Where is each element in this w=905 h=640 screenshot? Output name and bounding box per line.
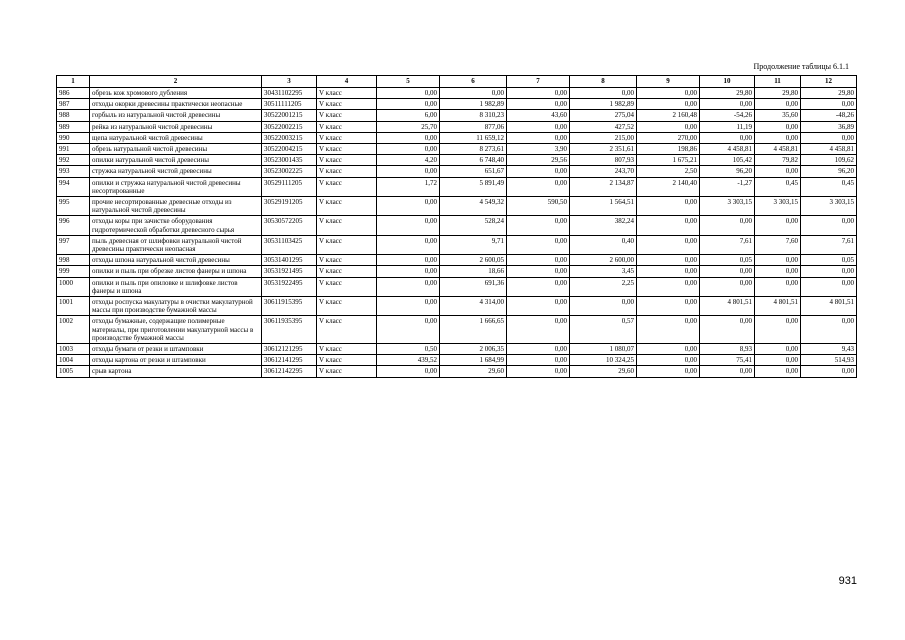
table-cell: 0,00 bbox=[507, 266, 570, 277]
table-cell: 0,00 bbox=[377, 197, 440, 216]
table-cell: 0,00 bbox=[801, 316, 857, 344]
table-cell: 0,00 bbox=[507, 99, 570, 110]
table-row bbox=[57, 297, 857, 316]
table-cell: 9,43 bbox=[801, 344, 857, 355]
table-cell: 30611935395 bbox=[262, 316, 317, 344]
table-cell: V класс bbox=[317, 266, 377, 277]
table-cell: 996 bbox=[57, 216, 90, 235]
table-cell: 3 303,15 bbox=[700, 197, 755, 216]
table-cell: 1005 bbox=[57, 366, 90, 377]
table-cell: 4 314,00 bbox=[440, 297, 507, 316]
table-cell: 0,00 bbox=[801, 366, 857, 377]
table-cell: 29,60 bbox=[570, 366, 637, 377]
table-row bbox=[57, 355, 857, 366]
table-cell: 0,00 bbox=[637, 88, 700, 99]
table-cell: 989 bbox=[57, 121, 90, 132]
table-cell: -1,27 bbox=[700, 177, 755, 196]
table-cell: 6,00 bbox=[377, 110, 440, 121]
table-cell: 4 549,32 bbox=[440, 197, 507, 216]
table-cell: 0,00 bbox=[755, 344, 801, 355]
table-cell: 0,00 bbox=[377, 166, 440, 177]
table-cell: V класс bbox=[317, 366, 377, 377]
table-cell: 990 bbox=[57, 132, 90, 143]
table-cell: отходы коры при зачистке оборудования гидротермической обработки древесного сырья bbox=[90, 216, 262, 235]
table-cell: 3 303,15 bbox=[801, 197, 857, 216]
table-cell: пыль древесная от шлифовки натуральной чистой древесины практически неопасная bbox=[90, 235, 262, 254]
table-cell: 0,00 bbox=[377, 216, 440, 235]
table-cell: -54,26 bbox=[700, 110, 755, 121]
header-row bbox=[57, 76, 857, 88]
table-cell: 0,00 bbox=[377, 88, 440, 99]
table-cell: горбыль из натуральной чистой древесины bbox=[90, 110, 262, 121]
table-cell: 1000 bbox=[57, 277, 90, 296]
table-cell: 991 bbox=[57, 144, 90, 155]
table-cell: 992 bbox=[57, 155, 90, 166]
table-cell: 0,00 bbox=[637, 99, 700, 110]
table-cell: V класс bbox=[317, 197, 377, 216]
column-header: 6 bbox=[440, 76, 507, 88]
table-cell: 0,00 bbox=[377, 132, 440, 143]
table-cell: 29,56 bbox=[507, 155, 570, 166]
table-cell: 1 666,65 bbox=[440, 316, 507, 344]
table-cell: 528,24 bbox=[440, 216, 507, 235]
table-cell: 1003 bbox=[57, 344, 90, 355]
table-cell: 215,00 bbox=[570, 132, 637, 143]
table-cell: V класс bbox=[317, 355, 377, 366]
table-cell: 0,00 bbox=[637, 355, 700, 366]
table-cell: отходы окорки древесины практически неопасные bbox=[90, 99, 262, 110]
table-cell: 2 600,05 bbox=[440, 255, 507, 266]
table-cell: 1 080,07 bbox=[570, 344, 637, 355]
column-header: 1 bbox=[57, 76, 90, 88]
table-cell: 1002 bbox=[57, 316, 90, 344]
table-cell: 691,36 bbox=[440, 277, 507, 296]
table-cell: 807,93 bbox=[570, 155, 637, 166]
table-cell: 4,20 bbox=[377, 155, 440, 166]
table-cell: 4 458,81 bbox=[755, 144, 801, 155]
table-cell: 9,71 bbox=[440, 235, 507, 254]
table-cell: 0,00 bbox=[507, 366, 570, 377]
table-cell: 0,00 bbox=[801, 99, 857, 110]
table-cell: 993 bbox=[57, 166, 90, 177]
table-cell: отходы шпона натуральной чистой древесины bbox=[90, 255, 262, 266]
table-cell: 986 bbox=[57, 88, 90, 99]
table-cell: 30523001435 bbox=[262, 155, 317, 166]
table-cell: 1 564,51 bbox=[570, 197, 637, 216]
table-cell: 0,00 bbox=[637, 297, 700, 316]
table-cell: 0,45 bbox=[755, 177, 801, 196]
table-cell: 0,00 bbox=[637, 197, 700, 216]
table-cell: 987 bbox=[57, 99, 90, 110]
table-row bbox=[57, 132, 857, 143]
table-cell: 2 600,00 bbox=[570, 255, 637, 266]
table-cell: 0,00 bbox=[507, 255, 570, 266]
table-row bbox=[57, 235, 857, 254]
table-row bbox=[57, 144, 857, 155]
table-cell: V класс bbox=[317, 166, 377, 177]
table-cell: 514,93 bbox=[801, 355, 857, 366]
table-cell: 36,89 bbox=[801, 121, 857, 132]
table-cell: отходы бумаги от резки и штамповки bbox=[90, 344, 262, 355]
table-cell: 0,00 bbox=[801, 216, 857, 235]
table-cell: 0,00 bbox=[507, 355, 570, 366]
table-cell: 995 bbox=[57, 197, 90, 216]
page-number: 931 bbox=[838, 575, 857, 587]
table-cell: 0,00 bbox=[755, 132, 801, 143]
table-cell: 0,57 bbox=[570, 316, 637, 344]
table-cell: 243,70 bbox=[570, 166, 637, 177]
table-cell: 1001 bbox=[57, 297, 90, 316]
table-cell: 30523002225 bbox=[262, 166, 317, 177]
table-cell: 0,00 bbox=[637, 366, 700, 377]
table-cell: 30531921495 bbox=[262, 266, 317, 277]
table-cell: 997 bbox=[57, 235, 90, 254]
table-row bbox=[57, 88, 857, 99]
table-cell: V класс bbox=[317, 216, 377, 235]
table-cell: 0,00 bbox=[801, 132, 857, 143]
table-cell: 35,60 bbox=[755, 110, 801, 121]
table-cell: 994 bbox=[57, 177, 90, 196]
table-cell: отходы картона от резки и штамповки bbox=[90, 355, 262, 366]
table-cell: V класс bbox=[317, 110, 377, 121]
table-cell: 30612142295 bbox=[262, 366, 317, 377]
table-cell: 30522003215 bbox=[262, 132, 317, 143]
table-cell: 29,80 bbox=[801, 88, 857, 99]
table-cell: 0,00 bbox=[637, 316, 700, 344]
table-cell: 0,00 bbox=[755, 355, 801, 366]
table-cell: 3,90 bbox=[507, 144, 570, 155]
table-cell: 0,00 bbox=[755, 121, 801, 132]
table-cell: 0,05 bbox=[801, 255, 857, 266]
table-cell: отходы роспуска макулатуры в очистки макулатурной массы при производстве бумажной массы bbox=[90, 297, 262, 316]
table-cell: 4 801,51 bbox=[700, 297, 755, 316]
table-cell: 79,82 bbox=[755, 155, 801, 166]
table-cell: 30522002215 bbox=[262, 121, 317, 132]
table-cell: 30611915395 bbox=[262, 297, 317, 316]
table-cell: 0,00 bbox=[507, 344, 570, 355]
table-cell: 0,00 bbox=[755, 255, 801, 266]
table-cell: V класс bbox=[317, 155, 377, 166]
table-cell: 0,00 bbox=[700, 216, 755, 235]
table-row bbox=[57, 366, 857, 377]
table-row bbox=[57, 316, 857, 344]
table-cell: 0,00 bbox=[570, 297, 637, 316]
table-cell: 0,00 bbox=[377, 277, 440, 296]
table-cell: 270,00 bbox=[637, 132, 700, 143]
column-header: 11 bbox=[755, 76, 801, 88]
table-row bbox=[57, 255, 857, 266]
table-cell: 0,00 bbox=[637, 255, 700, 266]
table-cell: 30612121295 bbox=[262, 344, 317, 355]
table-cell: 8 310,23 bbox=[440, 110, 507, 121]
table-cell: 2,50 bbox=[637, 166, 700, 177]
table-cell: 1 982,89 bbox=[570, 99, 637, 110]
table-cell: 30522004215 bbox=[262, 144, 317, 155]
table-cell: 439,52 bbox=[377, 355, 440, 366]
table-cell: 0,00 bbox=[377, 235, 440, 254]
table-cell: 0,00 bbox=[507, 316, 570, 344]
table-cell: 109,62 bbox=[801, 155, 857, 166]
table-cell: 29,80 bbox=[700, 88, 755, 99]
table-cell: 0,00 bbox=[440, 88, 507, 99]
table-cell: 198,86 bbox=[637, 144, 700, 155]
table-cell: 0,00 bbox=[377, 316, 440, 344]
table-cell: 7,61 bbox=[801, 235, 857, 254]
table-cell: 2,25 bbox=[570, 277, 637, 296]
column-header: 12 bbox=[801, 76, 857, 88]
table-cell: 11,19 bbox=[700, 121, 755, 132]
table-cell: 105,42 bbox=[700, 155, 755, 166]
table-cell: 988 bbox=[57, 110, 90, 121]
table-cell: щепа натуральной чистой древесины bbox=[90, 132, 262, 143]
table-cell: 0,00 bbox=[637, 216, 700, 235]
table-cell: V класс bbox=[317, 121, 377, 132]
table-cell: отходы бумажные, содержащие полимерные материалы, при приготовлении макулатурной массы в производстве бумажной массы bbox=[90, 316, 262, 344]
table-cell: 0,00 bbox=[377, 99, 440, 110]
table-cell: опилки и пыль при обрезке листов фанеры и шпона bbox=[90, 266, 262, 277]
table-cell: 4 458,81 bbox=[700, 144, 755, 155]
table-cell: 0,00 bbox=[755, 216, 801, 235]
table-cell: опилки и пыль при опиловке и шлифовке листов фанеры и шпона bbox=[90, 277, 262, 296]
table-cell: 0,45 bbox=[801, 177, 857, 196]
table-cell: 0,00 bbox=[700, 266, 755, 277]
table-cell: 999 bbox=[57, 266, 90, 277]
table-cell: 6 748,40 bbox=[440, 155, 507, 166]
table-cell: V класс bbox=[317, 344, 377, 355]
table-cell: 0,00 bbox=[377, 266, 440, 277]
table-cell: обрезь кож хромового дубления bbox=[90, 88, 262, 99]
table-row bbox=[57, 99, 857, 110]
table-cell: 0,00 bbox=[507, 88, 570, 99]
column-header: 10 bbox=[700, 76, 755, 88]
table-cell: 30531401295 bbox=[262, 255, 317, 266]
table-cell: 11 659,12 bbox=[440, 132, 507, 143]
table-cell: 4 458,81 bbox=[801, 144, 857, 155]
table-cell: прочие несортированные древесные отходы из натуральной чистой древесины bbox=[90, 197, 262, 216]
table-cell: 651,67 bbox=[440, 166, 507, 177]
table-cell: 0,00 bbox=[377, 366, 440, 377]
waste-data-table bbox=[56, 75, 857, 378]
table-cell: 29,80 bbox=[755, 88, 801, 99]
table-cell: V класс bbox=[317, 144, 377, 155]
table-cell: 0,00 bbox=[700, 366, 755, 377]
table-cell: V класс bbox=[317, 235, 377, 254]
table-cell: 7,60 bbox=[755, 235, 801, 254]
table-cell: 0,50 bbox=[377, 344, 440, 355]
table-cell: 0,00 bbox=[507, 177, 570, 196]
table-continuation-caption: Продолжение таблицы 6.1.1 bbox=[753, 62, 849, 71]
table-cell: 29,60 bbox=[440, 366, 507, 377]
table-cell: 7,61 bbox=[700, 235, 755, 254]
table-cell: V класс bbox=[317, 297, 377, 316]
table-cell: 0,00 bbox=[637, 277, 700, 296]
table-cell: 0,00 bbox=[755, 266, 801, 277]
table-cell: 1004 bbox=[57, 355, 90, 366]
table-cell: 96,20 bbox=[700, 166, 755, 177]
table-row bbox=[57, 166, 857, 177]
table-cell: 0,00 bbox=[377, 144, 440, 155]
table-cell: V класс bbox=[317, 99, 377, 110]
table-cell: 4 801,51 bbox=[755, 297, 801, 316]
table-cell: 2 134,87 bbox=[570, 177, 637, 196]
table-cell: 30529111205 bbox=[262, 177, 317, 196]
table-cell: 75,41 bbox=[700, 355, 755, 366]
table-cell: 0,00 bbox=[507, 235, 570, 254]
table-cell: 0,00 bbox=[700, 316, 755, 344]
table-cell: V класс bbox=[317, 316, 377, 344]
table-cell: 0,00 bbox=[700, 132, 755, 143]
table-cell: -48,26 bbox=[801, 110, 857, 121]
table-row bbox=[57, 121, 857, 132]
column-header: 5 bbox=[377, 76, 440, 88]
table-row bbox=[57, 344, 857, 355]
column-header: 8 bbox=[570, 76, 637, 88]
table-cell: 998 bbox=[57, 255, 90, 266]
table-cell: V класс bbox=[317, 132, 377, 143]
table-cell: 1,72 bbox=[377, 177, 440, 196]
table-cell: 3 303,15 bbox=[755, 197, 801, 216]
table-cell: 0,00 bbox=[755, 366, 801, 377]
table-cell: 30612141295 bbox=[262, 355, 317, 366]
column-header: 9 bbox=[637, 76, 700, 88]
column-header: 2 bbox=[90, 76, 262, 88]
table-cell: стружка натуральной чистой древесины bbox=[90, 166, 262, 177]
table-cell: 30511111205 bbox=[262, 99, 317, 110]
table-cell: 0,00 bbox=[507, 132, 570, 143]
table-cell: 0,00 bbox=[637, 266, 700, 277]
column-header: 7 bbox=[507, 76, 570, 88]
table-cell: 1 982,89 bbox=[440, 99, 507, 110]
table-cell: 18,66 bbox=[440, 266, 507, 277]
table-cell: 0,00 bbox=[377, 255, 440, 266]
table-cell: 5 891,49 bbox=[440, 177, 507, 196]
column-header: 3 bbox=[262, 76, 317, 88]
table-cell: 590,50 bbox=[507, 197, 570, 216]
table-cell: 0,00 bbox=[755, 316, 801, 344]
table-cell: срыв картона bbox=[90, 366, 262, 377]
table-cell: V класс bbox=[317, 277, 377, 296]
table-cell: 427,52 bbox=[570, 121, 637, 132]
table-cell: 0,00 bbox=[570, 88, 637, 99]
table-cell: 0,00 bbox=[377, 297, 440, 316]
table-cell: 0,00 bbox=[755, 166, 801, 177]
table-cell: 2 160,48 bbox=[637, 110, 700, 121]
table-body bbox=[57, 88, 857, 378]
table-cell: рейка из натуральной чистой древесины bbox=[90, 121, 262, 132]
table-cell: 0,00 bbox=[755, 99, 801, 110]
table-cell: 382,24 bbox=[570, 216, 637, 235]
table-cell: 1 684,99 bbox=[440, 355, 507, 366]
table-cell: опилки и стружка натуральной чистой древесины несортированные bbox=[90, 177, 262, 196]
table-cell: 0,40 bbox=[570, 235, 637, 254]
table-cell: 8,93 bbox=[700, 344, 755, 355]
table-cell: 10 324,25 bbox=[570, 355, 637, 366]
table-cell: 30530572205 bbox=[262, 216, 317, 235]
table-row bbox=[57, 216, 857, 235]
table-cell: 0,00 bbox=[507, 121, 570, 132]
table-cell: 0,00 bbox=[700, 277, 755, 296]
table-cell: 3,45 bbox=[570, 266, 637, 277]
table-cell: 0,05 bbox=[700, 255, 755, 266]
table-cell: 8 273,61 bbox=[440, 144, 507, 155]
table-cell: 0,00 bbox=[801, 266, 857, 277]
table-cell: 877,06 bbox=[440, 121, 507, 132]
table-cell: 30431102295 bbox=[262, 88, 317, 99]
table-cell: 30529191205 bbox=[262, 197, 317, 216]
table-cell: 0,00 bbox=[507, 297, 570, 316]
table-cell: V класс bbox=[317, 255, 377, 266]
table-cell: 30522001215 bbox=[262, 110, 317, 121]
table-row bbox=[57, 110, 857, 121]
column-header: 4 bbox=[317, 76, 377, 88]
table-cell: 43,60 bbox=[507, 110, 570, 121]
table-row bbox=[57, 177, 857, 196]
table-cell: 2 006,35 bbox=[440, 344, 507, 355]
table-cell: 0,00 bbox=[637, 235, 700, 254]
table-row bbox=[57, 155, 857, 166]
table-cell: V класс bbox=[317, 177, 377, 196]
table-cell: опилки натуральной чистой древесины bbox=[90, 155, 262, 166]
table-cell: 0,00 bbox=[755, 277, 801, 296]
table-cell: 0,00 bbox=[801, 277, 857, 296]
table-row bbox=[57, 197, 857, 216]
table-cell: 0,00 bbox=[507, 216, 570, 235]
table-row bbox=[57, 277, 857, 296]
table-cell: 0,00 bbox=[637, 344, 700, 355]
table-cell: 0,00 bbox=[637, 121, 700, 132]
table-cell: 30531922495 bbox=[262, 277, 317, 296]
table-cell: 0,00 bbox=[507, 166, 570, 177]
table-cell: V класс bbox=[317, 88, 377, 99]
table-cell: 96,20 bbox=[801, 166, 857, 177]
table-cell: 2 140,40 bbox=[637, 177, 700, 196]
table-cell: 4 801,51 bbox=[801, 297, 857, 316]
table-cell: 25,70 bbox=[377, 121, 440, 132]
table-cell: 1 675,21 bbox=[637, 155, 700, 166]
table-cell: 30531103425 bbox=[262, 235, 317, 254]
table-row bbox=[57, 266, 857, 277]
table-cell: 2 351,61 bbox=[570, 144, 637, 155]
table-cell: 275,04 bbox=[570, 110, 637, 121]
table-cell: обрезь натуральной чистой древесины bbox=[90, 144, 262, 155]
table-cell: 0,00 bbox=[700, 99, 755, 110]
table-cell: 0,00 bbox=[507, 277, 570, 296]
